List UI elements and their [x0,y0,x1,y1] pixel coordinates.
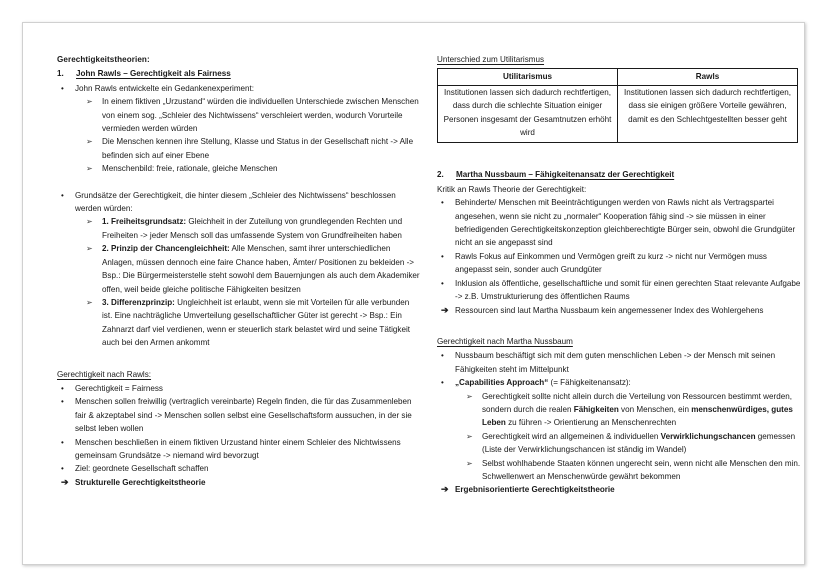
bold-arrow-icon: ➔ [441,304,449,315]
principle-1-text: Gleichheit in der Zuteilung von grundlegenden Rechten und Freiheiten -> jeder Mensch soll das umfassende System von Grundfreiheiten haben [102,217,403,240]
list-item-principle-3 [57,296,421,350]
sub-text-part-c: gemessen (Liste der Verwirklichungschancen ist ständig im Wandel) [482,431,796,455]
bullet-icon: • [441,378,444,388]
comparison-table-heading: Unterschied zum Utilitarismus [437,55,545,64]
list-item-text [482,390,803,430]
list-item-text: Inklusion als öffentliche, gesellschaftliche und somit für einen gerechten Staat relevante Aufgabe -> z.B. Umstrukturierung des öffentlichen Raums [455,278,801,302]
list-item [57,462,421,475]
bullet-icon: • [61,464,64,474]
bullet-icon: • [61,437,64,447]
list-item-text: Grundsätze der Gerechtigkeit, die hinter diesem „Schleier des Nichtwissens“ beschlossen werden würden: [75,190,396,214]
conclusion-resources [437,304,803,317]
two-column-layout [23,23,804,564]
sub-text-bold-menschenwuerdiges: menschenwürdiges, gutes Leben [482,404,793,428]
page-title: Gerechtigkeitstheorien: [57,55,150,64]
list-item [57,82,421,95]
comparison-table [437,68,798,143]
principle-1-label: 1. Freiheitsgrundsatz: [102,217,187,227]
list-item [437,250,803,277]
conclusion-text: Ergebnisorientierte Gerechtigkeitstheorie [455,485,615,495]
arrow-bullet-icon: ➢ [86,137,93,147]
list-item-text [455,376,803,389]
rawls-justice-heading: Gerechtigkeit nach Rawls: [57,369,152,379]
spacer [437,317,803,335]
list-item-text: Selbst wohlhabende Staaten können ungerecht sein, wenn nicht alle Menschen den min. Schwellenwert an Menschenwürde gewährt bekommen [482,458,801,481]
list-item-principle-2 [57,242,421,296]
section-1-heading [57,67,421,80]
list-item [57,162,421,175]
bullet-icon: • [441,198,444,208]
list-item [57,135,421,162]
list-item [437,390,803,430]
document-page [22,22,805,565]
list-item [437,349,803,376]
bold-arrow-icon: ➔ [441,484,449,495]
spacer [437,143,803,161]
list-item [57,395,421,435]
section-2-number: 2. [437,170,444,180]
list-item-text [102,296,421,350]
bullet-icon: • [61,397,64,407]
left-column [57,53,435,564]
arrow-bullet-icon: ➢ [466,431,473,441]
list-item-text [102,215,421,242]
conclusion-text: Strukturelle Gerechtigkeitstheorie [75,477,206,487]
sub-text-bold-verwirklichungschancen: Verwirklichungschancen [660,431,756,441]
list-item-text: Menschen beschließen in einem fiktiven Urzustand hinter einem Schleier des Nichtwissens gemeinsam Grundsätze -> niemand wird bevorzugt [75,437,401,460]
list-item-text: In einem fiktiven „Urzustand“ würden die individuellen Unterschiede zwischen Menschen von einem sog. „Schleier des Nichtwissens“ verschleiert werden, wodurch Vorurteile vermieden werden würden [102,97,419,134]
bullet-icon: • [441,351,444,361]
list-item [57,382,421,395]
list-item-text [102,242,421,296]
right-column [435,53,803,564]
conclusion-result-oriented-theory [437,483,803,496]
sub-text-part-e: zu führen -> Orientierung an Menschenrechten [505,418,677,428]
principle-2-text: Alle Menschen, samt ihrer unterschiedlichen Anlagen, müssen dennoch eine faire Chance haben, Ämter/ Positionen zu bekleiden -> Bsp.: Die Bürgermeisterstelle steht sowohl dem Bauernjungen als auch dem Akademiker offen, weil beide gleiche politische Fähigkeiten besitzen [102,244,420,294]
capabilities-label: „Capabilities Approach“ [455,378,549,388]
list-item-text: Menschen sollen freiwillig (vertraglich vereinbarte) Regeln finden, die für das Zusammenleben fair & akzeptabel sind -> Menschen sollen selbst eine Gesellschaftsform aussuchen, in der sie selbst leben wollen [75,397,412,434]
table-row [438,85,798,143]
list-item-text: Gerechtigkeit = Fairness [75,383,163,393]
sub-text-bold-faehigkeiten: Fähigkeiten [573,404,619,414]
table-cell-utilitarismus: Institutionen lassen sich dadurch rechtfertigen, dass durch die schlechte Situation einiger Personen insgesamt der Gesamtnutzen erhöht wird [438,85,618,143]
conclusion-text: Ressourcen sind laut Martha Nussbaum kein angemessener Index des Wohlergehens [455,305,764,315]
section-2-intro: Kritik an Rawls Theorie der Gerechtigkeit: [437,184,587,194]
spacer [57,350,421,368]
list-item [437,430,803,457]
arrow-bullet-icon: ➢ [86,244,93,254]
sub-text-part-a: Gerechtigkeit sollte nicht allein durch die Verteilung von Ressourcen bestimmt werden, sondern durch die realen [482,391,792,414]
list-item [57,95,421,135]
list-item-text: Die Menschen kennen ihre Stellung, Klasse und Status in der Gesellschaft nicht -> Alle befinden sich auf einer Ebene [102,137,414,160]
arrow-bullet-icon: ➢ [466,391,473,401]
bullet-icon: • [61,83,64,93]
section-1-number: 1. [57,69,64,79]
spacer [437,161,803,168]
list-item-principle-1 [57,215,421,242]
conclusion-structural-theory [57,476,421,489]
sub-text-part-a: Gerechtigkeit wird an allgemeinen & individuellen [482,431,661,441]
list-item [437,196,803,250]
capabilities-text: (= Fähigkeitenansatz): [548,378,631,388]
section-2-title: Martha Nussbaum – Fähigkeitenansatz der Gerechtigkeit [456,170,675,180]
bullet-icon: • [61,383,64,393]
table-cell-rawls: Institutionen lassen sich dadurch rechtfertigen, dass sie einigen größere Vorteile gewähren, damit es den Schlechtgestellten besser geht [618,85,798,143]
list-item [437,277,803,304]
section-2-heading [437,168,803,181]
nussbaum-justice-heading: Gerechtigkeit nach Martha Nussbaum [437,336,573,346]
list-item-text: Nussbaum beschäftigt sich mit dem guten menschlichen Leben -> der Mensch mit seinen Fähigkeiten steht im Mittelpunkt [455,351,776,374]
table-header-rawls: Rawls [618,69,798,85]
principle-3-label: 3. Differenzprinzip: [102,297,175,307]
principle-2-label: 2. Prinzip der Chancengleichheit: [102,244,230,254]
arrow-bullet-icon: ➢ [86,97,93,107]
list-item-text [482,430,803,457]
arrow-bullet-icon: ➢ [466,458,473,468]
table-header-row [438,69,798,85]
bullet-icon: • [61,190,64,200]
list-item-text: Ziel: geordnete Gesellschaft schaffen [75,464,209,474]
arrow-bullet-icon: ➢ [86,164,93,174]
bullet-icon: • [441,278,444,288]
sub-text-part-c: von Menschen, ein [618,404,692,414]
bold-arrow-icon: ➔ [61,476,69,487]
section-1-title: John Rawls – Gerechtigkeit als Fairness [76,69,231,79]
list-item-text: John Rawls entwickelte ein Gedankenexperiment: [75,83,255,93]
arrow-bullet-icon: ➢ [86,297,93,307]
table-header-utilitarismus: Utilitarismus [438,69,618,85]
spacer [57,176,421,189]
list-item [57,189,421,216]
list-item-capabilities [437,376,803,389]
principle-3-text: Ungleichheit ist erlaubt, wenn sie mit Vorteilen für alle verbunden ist. Eine nachträgliche Umverteilung gesellschaftlicher Güter ist gerecht -> Bsp.: Ein Zahnarzt darf viel verdienen, wenn er steuerlich stark belastet wird und seine Tätigkeit auch bei den Armen ankommt [102,297,411,348]
arrow-bullet-icon: ➢ [86,217,93,227]
list-item [57,436,421,463]
list-item-text: Behinderte/ Menschen mit Beeinträchtigungen werden von Rawls nicht als Vertragspartei angesehen, wenn sie nicht zu „normaler“ Kooperation fähig sind -> sie müssen in einer befriedigenden Gerechtigkeitskonzeption gleichberechtigte Bürger sein, obwohl die Grundgüter nicht an sie angepasst sind [455,198,796,248]
list-item-text: Menschenbild: freie, rationale, gleiche Menschen [102,164,278,174]
bullet-icon: • [441,251,444,261]
list-item-text: Rawls Fokus auf Einkommen und Vermögen greift zu kurz -> nicht nur Vermögen muss angepasst sein, sonder auch Grundgüter [455,251,767,275]
list-item [437,457,803,484]
